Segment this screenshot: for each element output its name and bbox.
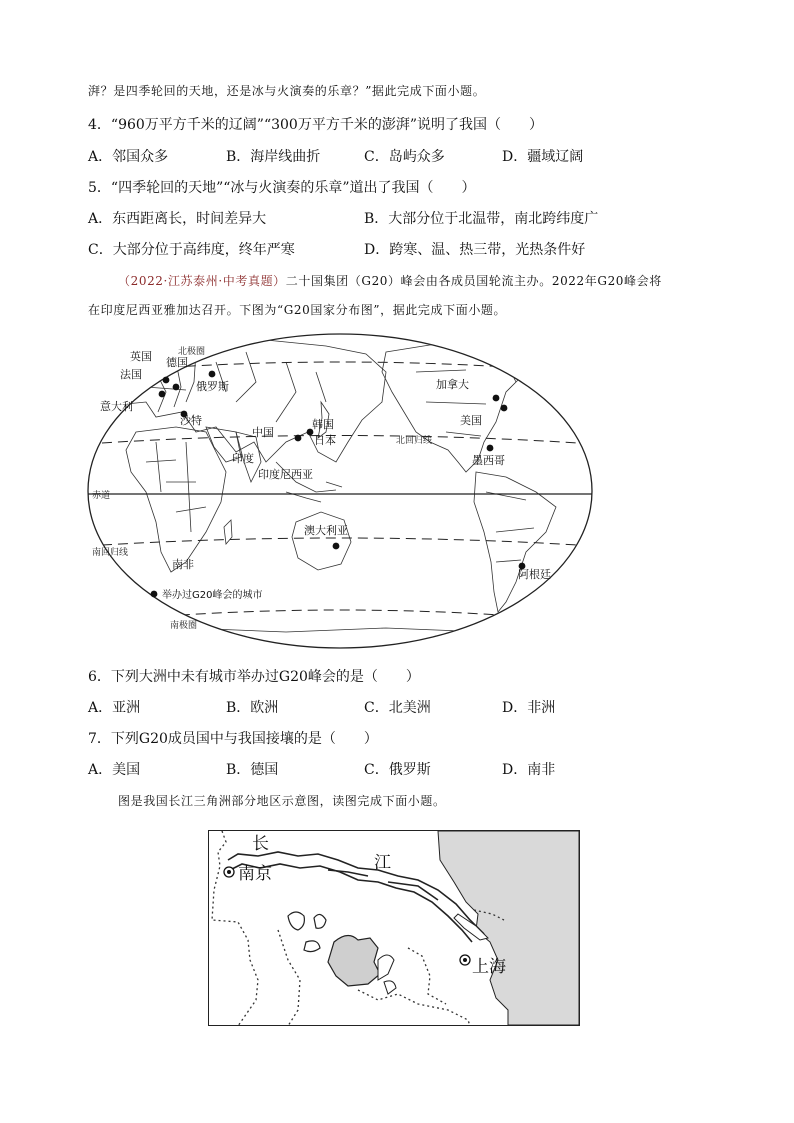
q5-option-a[interactable]: A．东西距离长，时间差异大 — [88, 211, 267, 227]
q7-option-a[interactable]: A．美国 — [88, 762, 141, 778]
label-usa: 美国 — [460, 414, 482, 427]
label-saudi: 沙特 — [180, 414, 202, 427]
label-india: 印度 — [232, 452, 254, 465]
q7-option-b[interactable]: B．德国 — [226, 762, 279, 778]
question-7-stem: 7．下列G20成员国中与我国接壤的是（ ） — [88, 731, 378, 747]
delta-intro: 图是我国长江三角洲部分地区示意图，读图完成下面小题。 — [118, 794, 446, 808]
label-tropic-cancer: 北回归线 — [396, 436, 433, 446]
question-5-stem: 5．“四季轮回的天地”“冰与火演奏的乐章”道出了我国（ ） — [88, 180, 476, 196]
city-marker-mexico — [487, 445, 494, 452]
label-germany: 德国 — [166, 356, 188, 369]
label-japan: 日本 — [314, 434, 336, 447]
g20-world-map — [86, 332, 594, 650]
q4-option-c[interactable]: C．岛屿众多 — [364, 149, 445, 165]
city-marker-russia — [209, 371, 216, 378]
city-marker-australia — [333, 543, 340, 550]
label-france: 法国 — [120, 368, 142, 381]
yangtze-delta-map — [208, 830, 580, 1026]
city-label-nanjing: 南京 — [238, 864, 272, 884]
g20-intro-line-1 — [118, 272, 662, 289]
city-label-shanghai: 上海 — [472, 957, 506, 977]
source-tag: （2022·江苏泰州·中考真题） — [118, 274, 286, 288]
question-6-stem: 6．下列大洲中未有城市举办过G20峰会的是（ ） — [88, 669, 420, 685]
q5-option-c[interactable]: C．大部分位于高纬度，终年严寒 — [88, 242, 295, 258]
legend-label: 举办过G20峰会的城市 — [162, 590, 263, 601]
city-marker-usa — [501, 405, 508, 412]
q4-option-d[interactable]: D．疆域辽阔 — [502, 149, 584, 165]
label-arctic-circle: 北极圈 — [178, 347, 206, 357]
q6-option-a[interactable]: A．亚洲 — [88, 700, 141, 716]
label-south-africa: 南非 — [172, 558, 194, 571]
intro-continuation: 湃？是四季轮回的天地，还是冰与火演奏的乐章？”据此完成下面小题。 — [88, 84, 486, 98]
q6-option-d[interactable]: D．非洲 — [502, 700, 556, 716]
label-china: 中国 — [252, 426, 274, 439]
label-italy: 意大利 — [100, 400, 133, 413]
q4-option-b[interactable]: B．海岸线曲折 — [226, 149, 321, 165]
label-korea: 韩国 — [312, 418, 334, 431]
label-antarctic-circle: 南极圈 — [170, 621, 198, 631]
river-label-jiang: 江 — [374, 853, 391, 873]
g20-intro-line-2: 在印度尼西亚雅加达召开。下图为“G20国家分布图”，据此完成下面小题。 — [88, 303, 507, 317]
city-marker-china — [295, 435, 302, 442]
q7-option-d[interactable]: D．南非 — [502, 762, 556, 778]
label-tropic-capricorn: 南回归线 — [92, 548, 129, 558]
label-uk: 英国 — [130, 350, 152, 363]
q6-option-c[interactable]: C．北美洲 — [364, 700, 431, 716]
label-indonesia: 印度尼西亚 — [258, 468, 313, 481]
question-4-stem: 4．“960万平方千米的辽阔”“300万平方千米的澎湃”说明了我国（ ） — [88, 117, 543, 133]
g20-intro-text-1: 二十国集团（G20）峰会由各成员国轮流主办。2022年G20峰会将 — [285, 274, 662, 288]
city-marker-germany — [173, 384, 180, 391]
q4-option-a[interactable]: A．邻国众多 — [88, 149, 169, 165]
legend-marker — [151, 591, 158, 598]
city-marker-uk — [163, 377, 170, 384]
q6-option-b[interactable]: B．欧洲 — [226, 700, 279, 716]
river-label-chang: 长 — [252, 834, 269, 854]
q7-option-c[interactable]: C．俄罗斯 — [364, 762, 431, 778]
city-marker-france — [159, 391, 166, 398]
label-russia: 俄罗斯 — [196, 380, 229, 393]
label-mexico: 墨西哥 — [472, 454, 505, 467]
label-canada: 加拿大 — [436, 378, 469, 391]
city-marker-canada — [493, 395, 500, 402]
q5-option-d[interactable]: D．跨寒、温、热三带，光热条件好 — [364, 242, 586, 258]
label-equator: 赤道 — [92, 491, 111, 501]
label-argentina: 阿根廷 — [518, 568, 551, 581]
q5-option-b[interactable]: B．大部分位于北温带，南北跨纬度广 — [364, 211, 599, 227]
label-australia: 澳大利亚 — [304, 524, 348, 537]
